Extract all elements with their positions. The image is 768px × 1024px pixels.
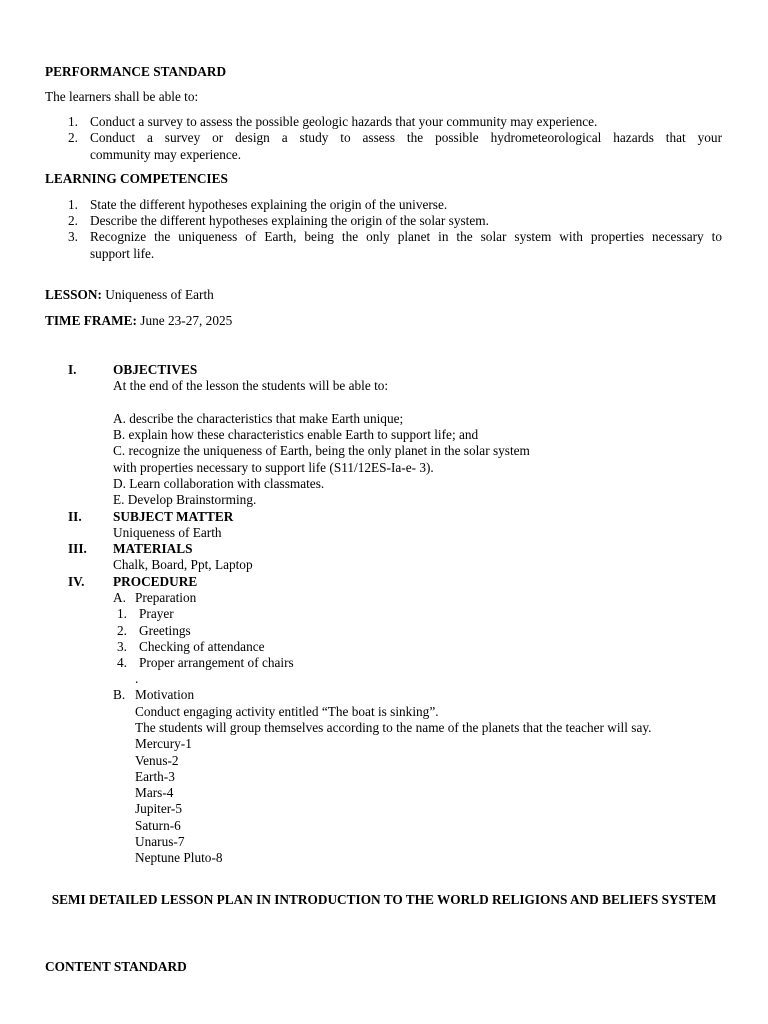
time-frame-value: June 23-27, 2025 bbox=[140, 313, 233, 328]
time-frame-line bbox=[45, 313, 232, 329]
performance-standard-heading: PERFORMANCE STANDARD bbox=[45, 64, 227, 79]
preparation-label: Preparation bbox=[135, 590, 197, 605]
planet-line: Saturn-6 bbox=[135, 818, 181, 833]
planet-line: Neptune Pluto-8 bbox=[135, 850, 223, 865]
list-item-continuation: support life. bbox=[90, 246, 155, 261]
objective-line: E. Develop Brainstorming. bbox=[113, 492, 257, 507]
objective-line: A. describe the characteristics that make Earth unique; bbox=[113, 411, 404, 426]
step-number: 2. bbox=[117, 623, 127, 638]
section-numeral: I. bbox=[68, 362, 77, 377]
step-number: 1. bbox=[117, 606, 127, 621]
list-item-number: 1. bbox=[68, 197, 78, 212]
list-item: Describe the different hypotheses explaining the origin of the solar system. bbox=[90, 213, 489, 228]
objective-line: C. recognize the uniqueness of Earth, being the only planet in the solar system bbox=[113, 443, 530, 458]
section-numeral: IV. bbox=[68, 574, 85, 589]
trailing-period: . bbox=[135, 671, 139, 686]
motivation-label: Motivation bbox=[135, 687, 195, 702]
lesson-label: LESSON: bbox=[45, 287, 102, 302]
planet-line: Jupiter-5 bbox=[135, 801, 182, 816]
materials-content: Chalk, Board, Ppt, Laptop bbox=[113, 557, 253, 572]
materials-title: MATERIALS bbox=[113, 541, 193, 556]
planet-line: Mars-4 bbox=[135, 785, 174, 800]
list-item-number: 2. bbox=[68, 213, 78, 228]
list-item-continuation: community may experience. bbox=[90, 147, 242, 162]
planet-line: Venus-2 bbox=[135, 753, 179, 768]
list-item-number: 1. bbox=[68, 114, 78, 129]
objective-line: with properties necessary to support life (S11/12ES-Ia-e- 3). bbox=[113, 460, 434, 475]
motivation-line: Conduct engaging activity entitled “The boat is sinking”. bbox=[135, 704, 439, 719]
planet-line: Mercury-1 bbox=[135, 736, 192, 751]
sub-letter: B. bbox=[113, 687, 126, 702]
planet-line: Unarus-7 bbox=[135, 834, 185, 849]
step-text: Proper arrangement of chairs bbox=[139, 655, 294, 670]
objectives-intro: At the end of the lesson the students will be able to: bbox=[113, 378, 389, 393]
step-number: 3. bbox=[117, 639, 127, 654]
step-text: Checking of attendance bbox=[139, 639, 265, 654]
list-item: Conduct a survey to assess the possible geologic hazards that your community may experience. bbox=[90, 114, 598, 129]
section-numeral: II. bbox=[68, 509, 82, 524]
step-number: 4. bbox=[117, 655, 127, 670]
motivation-line: The students will group themselves according to the name of the planets that the teacher will say. bbox=[135, 720, 652, 735]
time-frame-label: TIME FRAME: bbox=[45, 313, 137, 328]
lesson-plan-title: SEMI DETAILED LESSON PLAN IN INTRODUCTION TO THE WORLD RELIGIONS AND BELIEFS SYSTEM bbox=[51, 892, 717, 907]
list-item-number: 2. bbox=[68, 130, 78, 145]
section-numeral: III. bbox=[68, 541, 87, 556]
lesson-line bbox=[45, 287, 214, 303]
objective-line: B. explain how these characteristics enable Earth to support life; and bbox=[113, 427, 479, 442]
lesson-value: Uniqueness of Earth bbox=[105, 287, 214, 302]
subject-matter-content: Uniqueness of Earth bbox=[113, 525, 222, 540]
list-item: Conduct a survey or design a study to assess the possible hydrometeorological hazards that your bbox=[90, 130, 722, 145]
step-text: Greetings bbox=[139, 623, 191, 638]
list-item: State the different hypotheses explaining the origin of the universe. bbox=[90, 197, 448, 212]
list-item: Recognize the uniqueness of Earth, being the only planet in the solar system with properties necessary to bbox=[90, 229, 722, 244]
planet-line: Earth-3 bbox=[135, 769, 175, 784]
objective-line: D. Learn collaboration with classmates. bbox=[113, 476, 325, 491]
performance-standard-intro: The learners shall be able to: bbox=[45, 89, 199, 104]
step-text: Prayer bbox=[139, 606, 174, 621]
procedure-title: PROCEDURE bbox=[113, 574, 198, 589]
list-item-number: 3. bbox=[68, 229, 78, 244]
objectives-title: OBJECTIVES bbox=[113, 362, 198, 377]
learning-competencies-heading: LEARNING COMPETENCIES bbox=[45, 171, 228, 186]
subject-matter-title: SUBJECT MATTER bbox=[113, 509, 234, 524]
content-standard-heading: CONTENT STANDARD bbox=[45, 959, 187, 974]
sub-letter: A. bbox=[113, 590, 126, 605]
